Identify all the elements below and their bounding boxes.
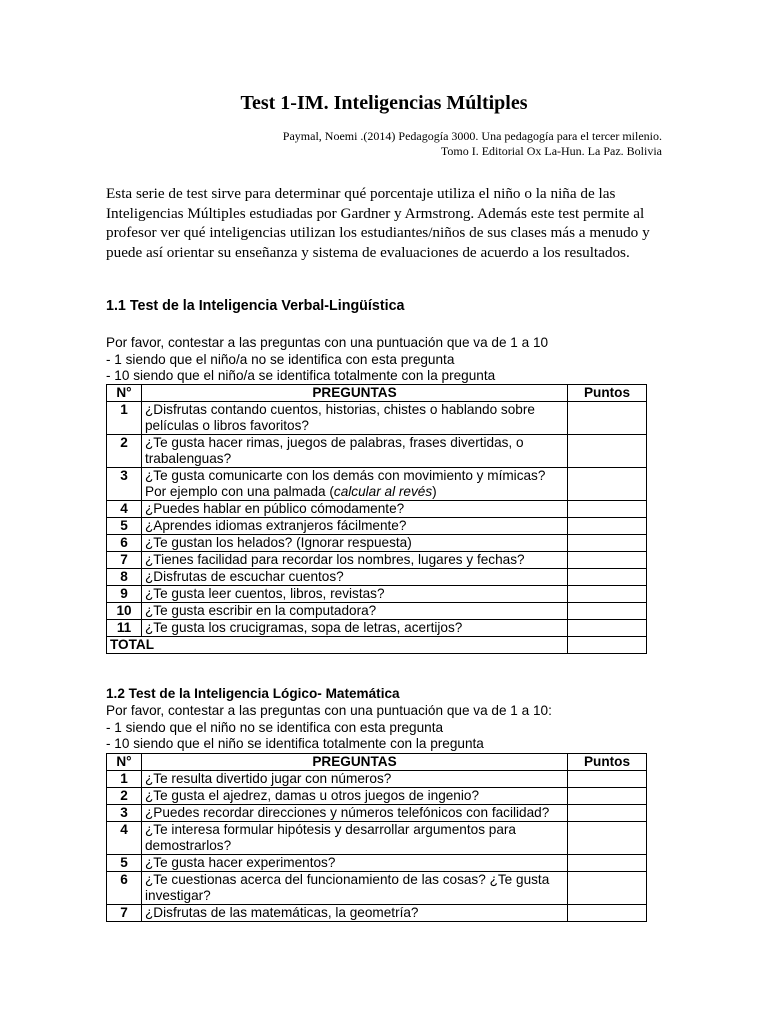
question-text-italic: calcular al revés — [333, 484, 433, 499]
points-cell[interactable] — [568, 788, 647, 805]
question-text — [142, 402, 568, 435]
question-text-main: ¿Te gusta escribir en la computadora? — [145, 603, 377, 618]
points-cell[interactable] — [568, 518, 647, 535]
table-row — [107, 872, 647, 905]
question-text — [142, 518, 568, 535]
section-1-heading: 1.1 Test de la Inteligencia Verbal-Lingüística — [106, 298, 405, 314]
points-cell[interactable] — [568, 620, 647, 637]
points-cell[interactable] — [568, 501, 647, 518]
question-number: 9 — [107, 586, 142, 603]
table-row — [107, 788, 647, 805]
question-text — [142, 501, 568, 518]
document-title: Test 1-IM. Inteligencias Múltiples — [240, 92, 528, 114]
question-text-main: ¿Te gusta comunicarte con los demás con movimiento y mímicas? Por ejemplo con una palmada ( — [145, 468, 546, 499]
table-row — [107, 603, 647, 620]
points-cell[interactable] — [568, 872, 647, 905]
column-header-number: N° — [107, 754, 142, 771]
table-row — [107, 435, 647, 468]
table-row — [107, 535, 647, 552]
question-text — [142, 468, 568, 501]
table-row — [107, 552, 647, 569]
question-text-main: ¿Puedes recordar direcciones y números telefónicos con facilidad? — [145, 805, 550, 820]
question-number: 4 — [107, 501, 142, 518]
points-cell[interactable] — [568, 905, 647, 922]
total-row — [107, 637, 647, 654]
points-cell[interactable] — [568, 603, 647, 620]
instruction-line: - 1 siendo que el niño no se identifica con esta pregunta — [106, 719, 444, 735]
question-text — [142, 586, 568, 603]
question-text-main: ¿Tienes facilidad para recordar los nombres, lugares y fechas? — [145, 552, 525, 567]
question-text-main: ¿Te gustan los helados? (Ignorar respuesta) — [145, 535, 412, 550]
question-text-main: ¿Te resulta divertido jugar con números? — [145, 771, 392, 786]
total-points-cell[interactable] — [568, 637, 647, 654]
question-number: 3 — [107, 468, 142, 501]
section-1-instructions — [106, 335, 666, 385]
question-text-main: ¿Te gusta leer cuentos, libros, revistas? — [145, 586, 385, 601]
question-text-main: ¿Te cuestionas acerca del funcionamiento de las cosas? ¿Te gusta investigar? — [145, 872, 550, 903]
instruction-line: - 10 siendo que el niño/a se identifica totalmente con la pregunta — [106, 368, 496, 383]
table-row — [107, 905, 647, 922]
question-text — [142, 552, 568, 569]
table-row — [107, 468, 647, 501]
question-number: 5 — [107, 518, 142, 535]
question-text — [142, 435, 568, 468]
table-row — [107, 518, 647, 535]
total-label: TOTAL — [107, 637, 568, 654]
points-cell[interactable] — [568, 855, 647, 872]
question-text — [142, 535, 568, 552]
question-text-main: ¿Disfrutas de escuchar cuentos? — [145, 569, 344, 584]
question-text-main: ¿Aprendes idiomas extranjeros fácilmente? — [145, 518, 407, 533]
question-number: 5 — [107, 855, 142, 872]
question-number: 8 — [107, 569, 142, 586]
question-text-main: ¿Disfrutas de las matemáticas, la geometría? — [145, 905, 419, 920]
instruction-line: - 10 siendo que el niño se identifica totalmente con la pregunta — [106, 736, 484, 751]
points-cell[interactable] — [568, 586, 647, 603]
question-number: 7 — [107, 552, 142, 569]
question-text-main: ¿Te interesa formular hipótesis y desarrollar argumentos para demostrarlos? — [145, 822, 516, 853]
question-number: 2 — [107, 788, 142, 805]
intro-paragraph: Esta serie de test sirve para determinar qué porcentaje utiliza el niño o la niña de las Inteligencias Múltiples estudiadas por Gardner y Armstrong. Además este test permite al profesor ver qué inteligencias utilizan los estudiantes/niños de sus clases más a menudo y puede así orientar su enseñanza y sistema de evaluaciones de acuerdo a los resultados. — [106, 185, 650, 261]
instruction-line: Por favor, contestar a las preguntas con una puntuación que va de 1 a 10: — [106, 703, 552, 718]
instruction-line: - 1 siendo que el niño/a no se identifica con esta pregunta — [106, 351, 455, 367]
question-text-main: ¿Disfrutas contando cuentos, historias, chistes o hablando sobre películas o libros favoritos? — [145, 402, 535, 433]
column-header-questions: PREGUNTAS — [142, 754, 568, 771]
points-cell[interactable] — [568, 569, 647, 586]
table-row — [107, 501, 647, 518]
question-number: 1 — [107, 771, 142, 788]
points-cell[interactable] — [568, 468, 647, 501]
question-text-main: ¿Puedes hablar en público cómodamente? — [145, 501, 405, 516]
question-text-main: ¿Te gusta hacer rimas, juegos de palabras, frases divertidas, o trabalenguas? — [145, 435, 524, 466]
question-number: 6 — [107, 872, 142, 905]
question-text — [142, 788, 568, 805]
question-text — [142, 905, 568, 922]
section-2-instructions — [106, 703, 666, 753]
question-text — [142, 603, 568, 620]
points-cell[interactable] — [568, 805, 647, 822]
question-number: 6 — [107, 535, 142, 552]
citation-line-2: Tomo I. Editorial Ox La-Hun. La Paz. Bolivia — [440, 144, 662, 158]
column-header-points: Puntos — [568, 754, 647, 771]
table-row — [107, 569, 647, 586]
points-cell[interactable] — [568, 402, 647, 435]
question-text-main: ¿Te gusta hacer experimentos? — [145, 855, 336, 870]
points-cell[interactable] — [568, 535, 647, 552]
question-text — [142, 855, 568, 872]
question-text — [142, 872, 568, 905]
citation-line-1: Paymal, Noemi .(2014) Pedagogía 3000. Una pedagogía para el tercer milenio. — [282, 129, 662, 143]
table-header-row — [107, 385, 647, 402]
question-text-main: ¿Te gusta el ajedrez, damas u otros juegos de ingenio? — [145, 788, 480, 803]
points-cell[interactable] — [568, 771, 647, 788]
points-cell[interactable] — [568, 435, 647, 468]
question-number: 7 — [107, 905, 142, 922]
citation — [283, 129, 662, 159]
question-number: 10 — [107, 603, 142, 620]
question-number: 1 — [107, 402, 142, 435]
instruction-line: Por favor, contestar a las preguntas con una puntuación que va de 1 a 10 — [106, 335, 549, 350]
question-text — [142, 822, 568, 855]
question-text — [142, 805, 568, 822]
table-row — [107, 822, 647, 855]
logical-mathematical-table — [106, 753, 647, 922]
points-cell[interactable] — [568, 822, 647, 855]
question-text-main: ¿Te gusta los crucigramas, sopa de letras, acertijos? — [145, 620, 463, 635]
table-row — [107, 586, 647, 603]
table-header-row — [107, 754, 647, 771]
question-number: 11 — [107, 620, 142, 637]
question-number: 3 — [107, 805, 142, 822]
verbal-linguistic-table — [106, 384, 647, 654]
table-row — [107, 620, 647, 637]
table-row — [107, 805, 647, 822]
table-row — [107, 855, 647, 872]
section-2-heading: 1.2 Test de la Inteligencia Lógico- Matemática — [106, 686, 400, 701]
column-header-points: Puntos — [568, 385, 647, 402]
column-header-questions: PREGUNTAS — [142, 385, 568, 402]
question-text — [142, 771, 568, 788]
question-number: 4 — [107, 822, 142, 855]
table-row — [107, 402, 647, 435]
question-text-after: ) — [432, 484, 437, 499]
table-row — [107, 771, 647, 788]
question-text — [142, 569, 568, 586]
question-number: 2 — [107, 435, 142, 468]
points-cell[interactable] — [568, 552, 647, 569]
question-text — [142, 620, 568, 637]
column-header-number: N° — [107, 385, 142, 402]
